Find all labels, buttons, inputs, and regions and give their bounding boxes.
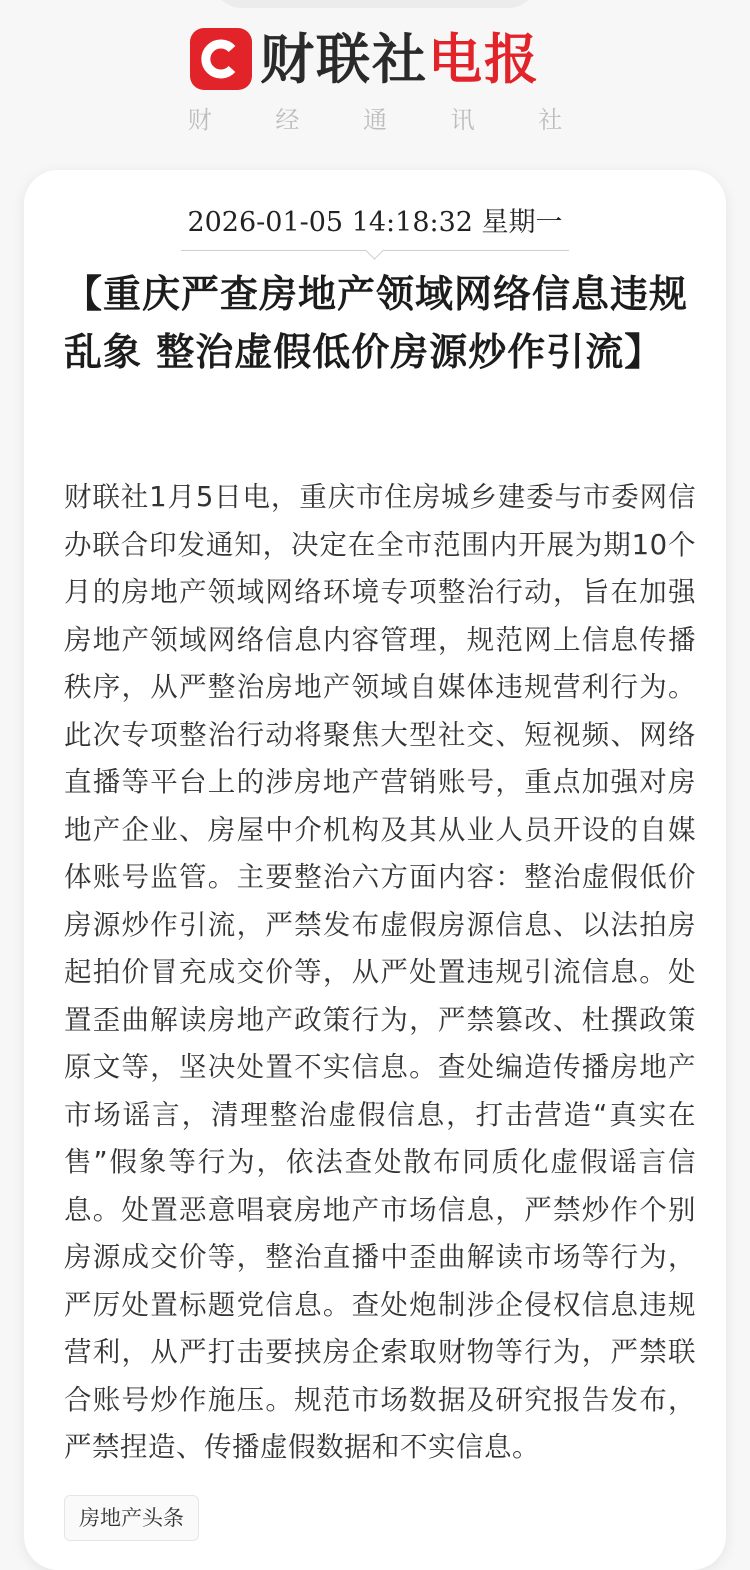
timestamp-pointer-icon [365, 241, 383, 259]
brand-logo [190, 24, 560, 94]
brand-name: 财联社 [260, 27, 428, 91]
article-headline: 【重庆严查房地产领域网络信息违规乱象 整治虚假低价房源炒作引流】 [64, 272, 689, 374]
top-decoration [212, 0, 538, 8]
brand-channel: 电报 [428, 27, 540, 91]
article-card [24, 170, 726, 1570]
article-body: 财联社1月5日电，重庆市住房城乡建委与市委网信办联合印发通知，决定在全市范围内开展为期10个月的房地产领域网络环境专项整治行动，旨在加强房地产领域网络信息内容管理，规范网上信息传播秩序，从严整治房地产领域自媒体违规营利行为。此次专项整治行动将聚焦大型社交、短视频、网络直播等平台上的涉房地产营销账号，重点加强对房地产企业、房屋中介机构及其从业人员开设的自媒体账号监管。主要整治六方面内容：整治虚假低价房源炒作引流，严禁发布虚假房源信息、以法拍房起拍价冒充成交价等，从严处置违规引流信息。处置歪曲解读房地产政策行为，严禁篡改、杜撰政策原文等，坚决处置不实信息。查处编造传播房地产市场谣言，清理整治虚假信息，打击营造“真实在售”假象等行为，依法查处散布同质化虚假谣言信息。处置恶意唱衰房地产市场信息，严禁炒作个别房源成交价等，整治直播中歪曲解读市场等行为，严厉处置标题党信息。查处炮制涉企侵权信息违规营利，从严打击要挟房企索取财物等行为，严禁联合账号炒作施压。规范市场数据及研究报告发布，严禁捏造、传播虚假数据和不实信息。 [64, 481, 696, 1463]
timestamp-text: 2026-01-05 14:18:32 星期一 [187, 207, 563, 238]
brand-tagline: 财 经 通 讯 社 [187, 106, 591, 134]
c-logo-icon [190, 28, 252, 90]
article-timestamp [181, 202, 568, 251]
masthead [0, 18, 750, 158]
article-tag[interactable]: 房地产头条 [64, 1495, 199, 1541]
